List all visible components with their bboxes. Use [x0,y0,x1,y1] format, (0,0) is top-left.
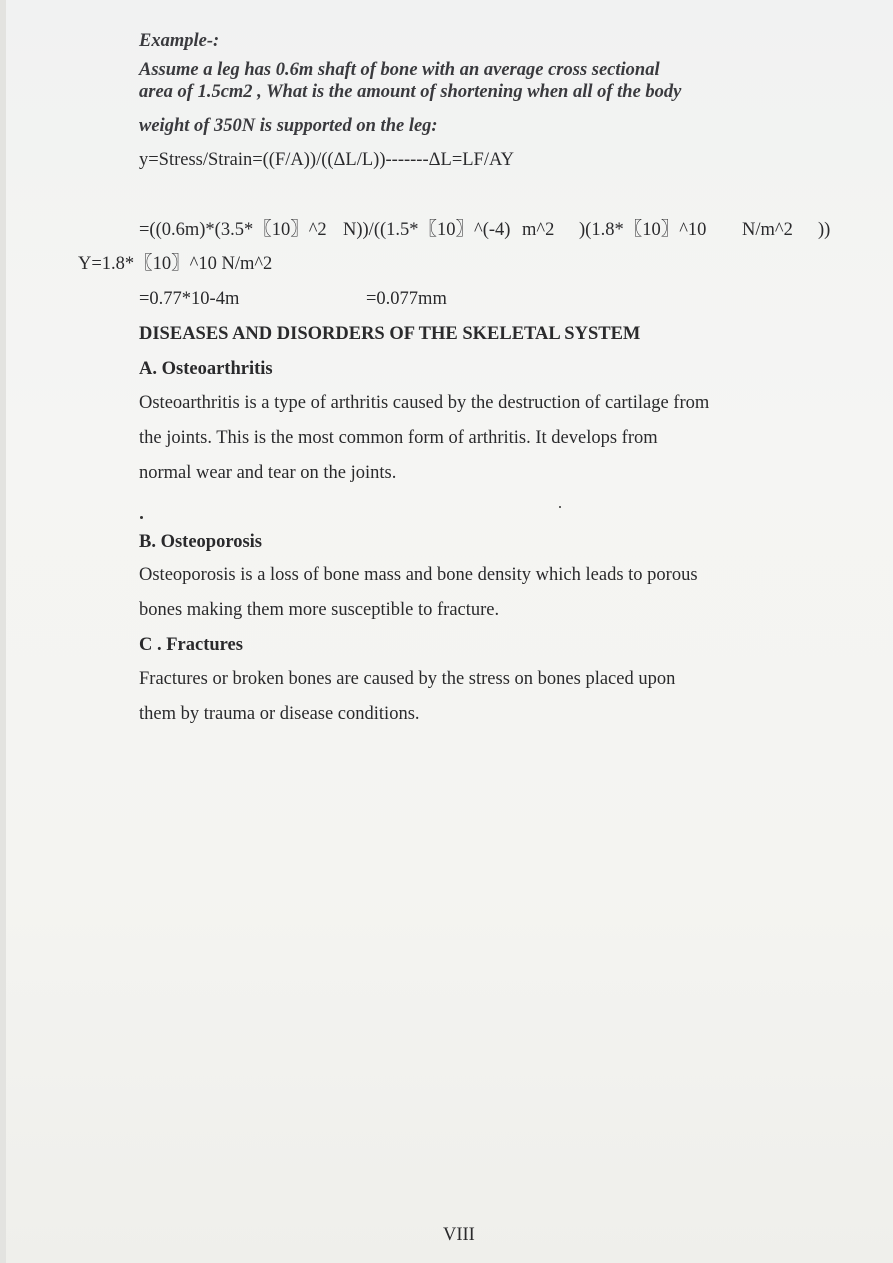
example-problem-line-1: Assume a leg has 0.6m shaft of bone with an average cross sectional [139,60,660,80]
substitution-part-6: )) [818,220,831,240]
substitution-part-4: )(1.8*〖10〗^10 [579,220,707,240]
osteoporosis-line-2: bones making them more susceptible to fracture. [139,600,500,620]
young-modulus-value: Y=1.8*〖10〗^10 N/m^2 [78,254,273,274]
osteoarthritis-heading: A. Osteoarthritis [139,359,273,379]
result-millimeters: =0.077mm [366,289,447,309]
stray-mark [140,516,143,519]
osteoarthritis-line-3: normal wear and tear on the joints. [139,463,397,483]
substitution-part-5: N/m^2 [742,220,793,240]
fractures-heading: C . Fractures [139,635,243,655]
osteoporosis-heading: B. Osteoporosis [139,532,263,552]
stray-mark [559,506,561,508]
fractures-line-2: them by trauma or disease conditions. [139,704,420,724]
example-heading: Example-: [139,31,220,51]
osteoarthritis-line-1: Osteoarthritis is a type of arthritis caused by the destruction of cartilage from [139,393,710,413]
page-number: VIII [443,1225,475,1245]
result-meters: =0.77*10-4m [139,289,240,309]
example-problem-line-2: area of 1.5cm2 , What is the amount of shortening when all of the body [139,82,682,102]
osteoarthritis-line-2: the joints. This is the most common form of arthritis. It develops from [139,428,658,448]
formula-line: y=Stress/Strain=((F/A))/((ΔL/L))-------ΔL=LF/AY [139,150,515,170]
substitution-part-3: m^2 [522,220,555,240]
substitution-part-1: =((0.6m)*(3.5*〖10〗^2 [139,220,327,240]
osteoporosis-line-1: Osteoporosis is a loss of bone mass and bone density which leads to porous [139,565,698,585]
fractures-line-1: Fractures or broken bones are caused by the stress on bones placed upon [139,669,676,689]
section-title: DISEASES AND DISORDERS OF THE SKELETAL SYSTEM [139,324,641,344]
example-problem-line-3: weight of 350N is supported on the leg: [139,116,438,136]
substitution-part-2: N))/((1.5*〖10〗^(-4) [343,220,511,240]
